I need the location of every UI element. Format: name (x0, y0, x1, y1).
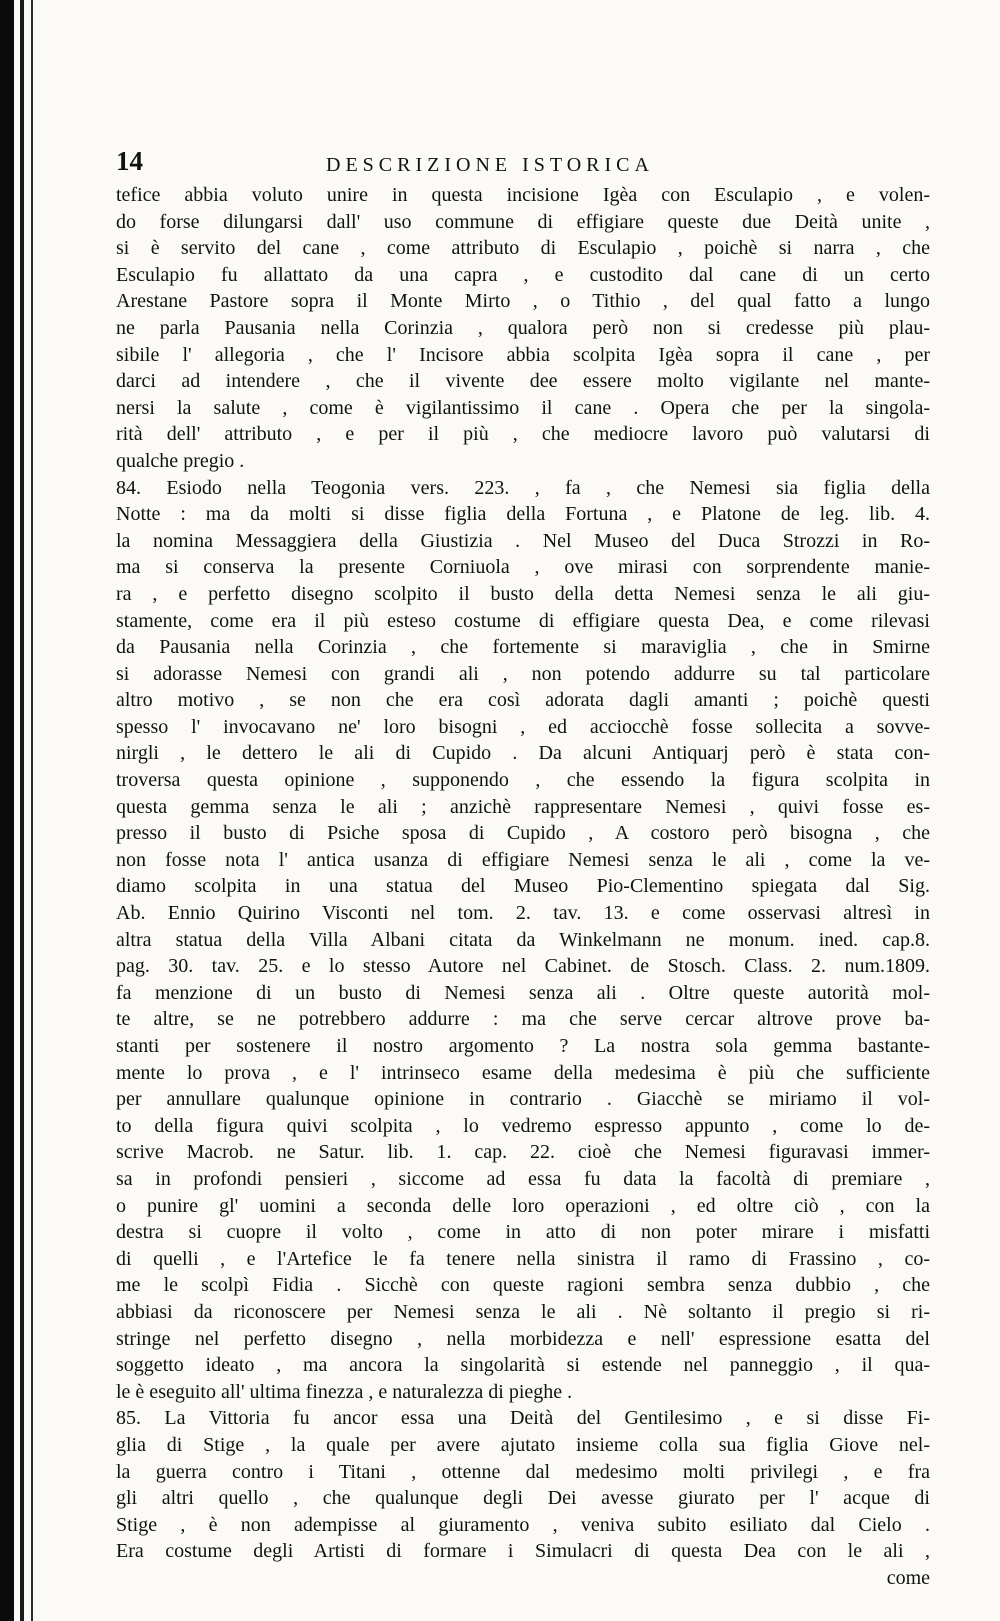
running-title: DESCRIZIONE ISTORICA (326, 154, 654, 176)
text-line: rità dell' attributo , e per il più , che mediocre lavoro può valutarsi di (116, 423, 930, 446)
text-line: to della figura quivi scolpita , lo vedremo espresso appunto , come lo de- (116, 1114, 930, 1137)
text-line: pag. 30. tav. 25. e lo stesso Autore nel Cabinet. de Stosch. Class. 2. num.1809. (116, 955, 930, 978)
text-line: do forse dilungarsi dall' uso commune di effigiare queste due Deità unite , (116, 210, 930, 233)
text-line: la guerra contro i Titani , ottenne dal medesimo molti privilegi , e fra (116, 1460, 930, 1483)
text-line: stringe nel perfetto disegno , nella morbidezza e nell' espressione esatta del (116, 1327, 930, 1350)
scan-edge-rule (31, 0, 33, 1621)
text-line: ma si conserva la presente Corniuola , ove mirasi con sorprendente manie- (116, 556, 930, 579)
text-line: gli altri quello , che qualunque degli Dei avesse giurato per l' acque di (116, 1487, 930, 1510)
text-line: qualche pregio . (116, 449, 245, 472)
text-line: di quelli , e l'Artefice le fa tenere nella sinistra il ramo di Frassino , co- (116, 1247, 930, 1270)
text-line: diamo scolpita in una statua del Museo Pio-Clementino spiegata dal Sig. (116, 875, 930, 898)
text-line: o punire gl' uomini a seconda delle loro operazioni , ed oltre ciò , con la (116, 1194, 930, 1217)
text-line: Ab. Ennio Quirino Visconti nel tom. 2. tav. 13. e come osservasi altresì in (116, 902, 930, 925)
text-line: Esculapio fu allattato da una capra , e custodito dal cane di un certo (116, 263, 930, 286)
text-line: te altre, se ne potrebbero addurre : ma che serve cercar altrove prove ba- (116, 1008, 930, 1031)
text-line: le è eseguito all' ultima finezza , e naturalezza di pieghe . (116, 1380, 573, 1403)
page-header (116, 146, 930, 182)
scan-edge-dark (0, 0, 14, 1621)
text-line: non fosse nota l' antica usanza di effigiare Nemesi senza le ali , come la ve- (116, 848, 930, 871)
text-line: ra , e perfetto disegno scolpito il busto della detta Nemesi senza le ali giu- (116, 582, 930, 605)
book-page (116, 146, 930, 1591)
text-line: glia di Stige , la quale per avere ajutato insieme colla sua figlia Giove nel- (116, 1433, 930, 1456)
text-line: destra si cuopre il volto , come in atto di non poter mirare i misfatti (116, 1221, 930, 1244)
catchword: come (886, 1566, 930, 1589)
text-line: si è servito del cane , come attributo di Esculapio , poichè si narra , che (116, 237, 930, 260)
text-line: Notte : ma da molti si disse figlia della Fortuna , e Platone de leg. lib. 4. (116, 503, 930, 526)
text-line: altra statua della Villa Albani citata da Winkelmann ne monum. ined. cap.8. (116, 928, 930, 951)
text-line: soggetto ideato , ma ancora la singolarità si estende nel panneggio , il qua- (116, 1354, 930, 1377)
text-line: altro motivo , se non che era così adorata dagli amanti ; poichè questi (116, 689, 930, 712)
page-number: 14 (116, 146, 143, 176)
text-line: scrive Macrob. ne Satur. lib. 1. cap. 22. cioè che Nemesi figuravasi immer- (116, 1141, 930, 1164)
body-text (116, 182, 930, 1565)
text-line: si adorasse Nemesi con grandi ali , non potendo addurre su tal particolare (116, 662, 930, 685)
text-line: per annullare qualunque opinione in contrario . Giacchè se miriamo il vol- (116, 1088, 930, 1111)
text-line: troversa questa opinione , supponendo , che essendo la figura scolpita in (116, 769, 930, 792)
text-line: Stige , è non adempisse al giuramento , veniva subito esiliato dal Cielo . (116, 1513, 930, 1536)
text-line: tefice abbia voluto unire in questa incisione Igèa con Esculapio , e volen- (116, 184, 930, 206)
text-line: Era costume degli Artisti di formare i Simulacri di questa Dea con le ali , (116, 1540, 930, 1563)
text-line: sa in profondi pensieri , siccome ad essa fu data la facoltà di premiare , (116, 1167, 930, 1190)
text-line: darci ad intendere , che il vivente dee essere molto vigilante nel mante- (116, 370, 930, 393)
text-line: fa menzione di un busto di Nemesi senza ali . Oltre queste autorità mol- (116, 981, 930, 1004)
text-line: stanti per sostenere il nostro argomento ? La nostra sola gemma bastante- (116, 1035, 930, 1057)
text-line: nersi la salute , come è vigilantissimo il cane . Opera che per la singola- (116, 396, 930, 419)
text-line: la nomina Messaggiera della Giustizia . Nel Museo del Duca Strozzi in Ro- (116, 529, 930, 552)
text-line: me le scolpì Fidia . Sicchè con queste ragioni sembra senza dubbio , che (116, 1274, 930, 1297)
text-line: presso il busto di Psiche sposa di Cupido , A costoro però bisogna , che (116, 822, 930, 845)
text-line: nirgli , le dettero le ali di Cupido . Da alcuni Antiquarj però è stata con- (116, 742, 930, 765)
text-line: Arestane Pastore sopra il Monte Mirto , o Tithio , del qual fatto a lungo (116, 290, 930, 313)
text-line: abbiasi da riconoscere per Nemesi senza le ali . Nè soltanto il pregio si ri- (116, 1300, 930, 1323)
text-line: spesso l' invocavano ne' loro bisogni , ed acciocchè fosse sollecita a sovve- (116, 715, 930, 738)
text-line: ne parla Pausania nella Corinzia , qualora però non si credesse più plau- (116, 316, 930, 339)
text-line: questa gemma senza le ali ; anzichè rappresentare Nemesi , quivi fosse es- (116, 795, 930, 818)
text-line: sibile l' allegoria , che l' Incisore abbia scolpita Igèa sopra il cane , per (116, 343, 930, 366)
scan-edge-rule (20, 0, 24, 1621)
text-line: 84. Esiodo nella Teogonia vers. 223. , fa , che Nemesi sia figlia della (116, 476, 930, 499)
text-line: stamente, come era il più esteso costume di effigiare questa Dea, e come rilevasi (116, 609, 930, 632)
text-line: 85. La Vittoria fu ancor essa una Deità del Gentilesimo , e si disse Fi- (116, 1407, 930, 1430)
text-line: mente lo prova , e l' intrinseco esame della medesima è più che sufficiente (116, 1061, 930, 1084)
text-line: da Pausania nella Corinzia , che fortemente si maraviglia , che in Smirne (116, 636, 930, 659)
